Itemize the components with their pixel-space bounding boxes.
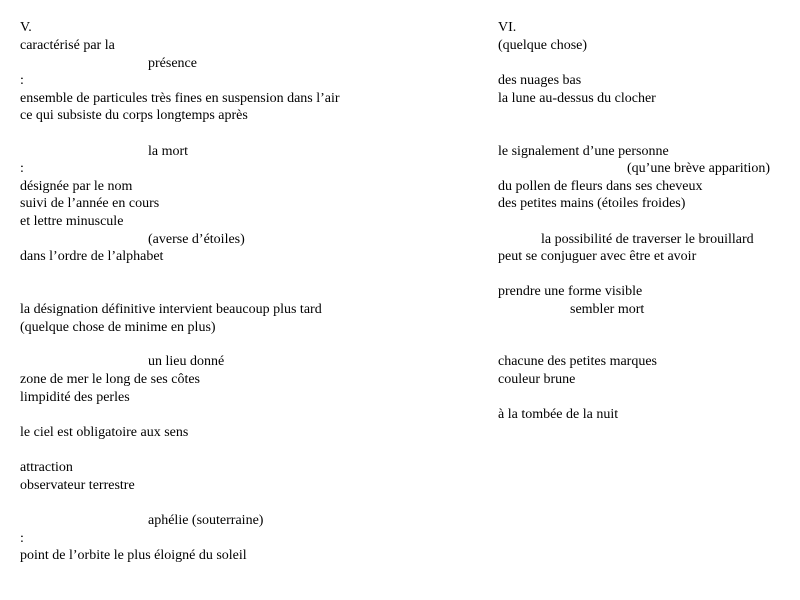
poem-line: la désignation définitive intervient beaucoup plus tard <box>20 302 322 317</box>
poem-line: des petites mains (étoiles froides) <box>498 196 686 211</box>
poem-line: couleur brune <box>498 372 576 387</box>
poem-line: : <box>20 73 24 88</box>
poem-line: des nuages bas <box>498 73 582 88</box>
poem-line: (qu’une brève apparition) <box>627 161 771 176</box>
poem-line: la lune au-dessus du clocher <box>498 91 656 106</box>
poem-line: peut se conjuguer avec être et avoir <box>498 249 697 264</box>
poem-line: un lieu donné <box>148 354 225 369</box>
poem-line: : <box>20 161 24 176</box>
poem-line: zone de mer le long de ses côtes <box>20 372 200 387</box>
poem-line: chacune des petites marques <box>498 354 657 369</box>
poem-line: point de l’orbite le plus éloigné du soleil <box>20 548 247 563</box>
poem-line: le signalement d’une personne <box>498 144 669 159</box>
poem-line: attraction <box>20 460 73 475</box>
poem-line: prendre une forme visible <box>498 284 643 299</box>
poem-line: la mort <box>148 144 189 159</box>
poem-line: limpidité des perles <box>20 390 130 405</box>
poem-line: caractérisé par la <box>20 38 115 53</box>
poem-line: (averse d’étoiles) <box>148 232 245 247</box>
poem-line: ensemble de particules très fines en suspension dans l’air <box>20 91 340 106</box>
poem-line: et lettre minuscule <box>20 214 124 229</box>
poem-line: du pollen de fleurs dans ses cheveux <box>498 179 703 194</box>
section-v-heading: V. <box>20 20 32 35</box>
poem-line: (quelque chose) <box>498 38 588 53</box>
poem-line: (quelque chose de minime en plus) <box>20 320 216 335</box>
poem-line: : <box>20 531 24 546</box>
poem-line: la possibilité de traverser le brouillard <box>541 232 754 247</box>
poem-line: suivi de l’année en cours <box>20 196 160 211</box>
section-vi-heading: VI. <box>498 20 517 35</box>
poem-line: sembler mort <box>570 302 645 317</box>
poem-line: désignée par le nom <box>20 179 133 194</box>
poem-line: aphélie (souterraine) <box>148 513 264 528</box>
poem-line: à la tombée de la nuit <box>498 407 619 422</box>
poem-line: le ciel est obligatoire aux sens <box>20 425 189 440</box>
poem-line: ce qui subsiste du corps longtemps après <box>20 108 248 123</box>
poem-line: observateur terrestre <box>20 478 135 493</box>
poem-line: présence <box>148 56 197 71</box>
poem-line: dans l’ordre de l’alphabet <box>20 249 164 264</box>
